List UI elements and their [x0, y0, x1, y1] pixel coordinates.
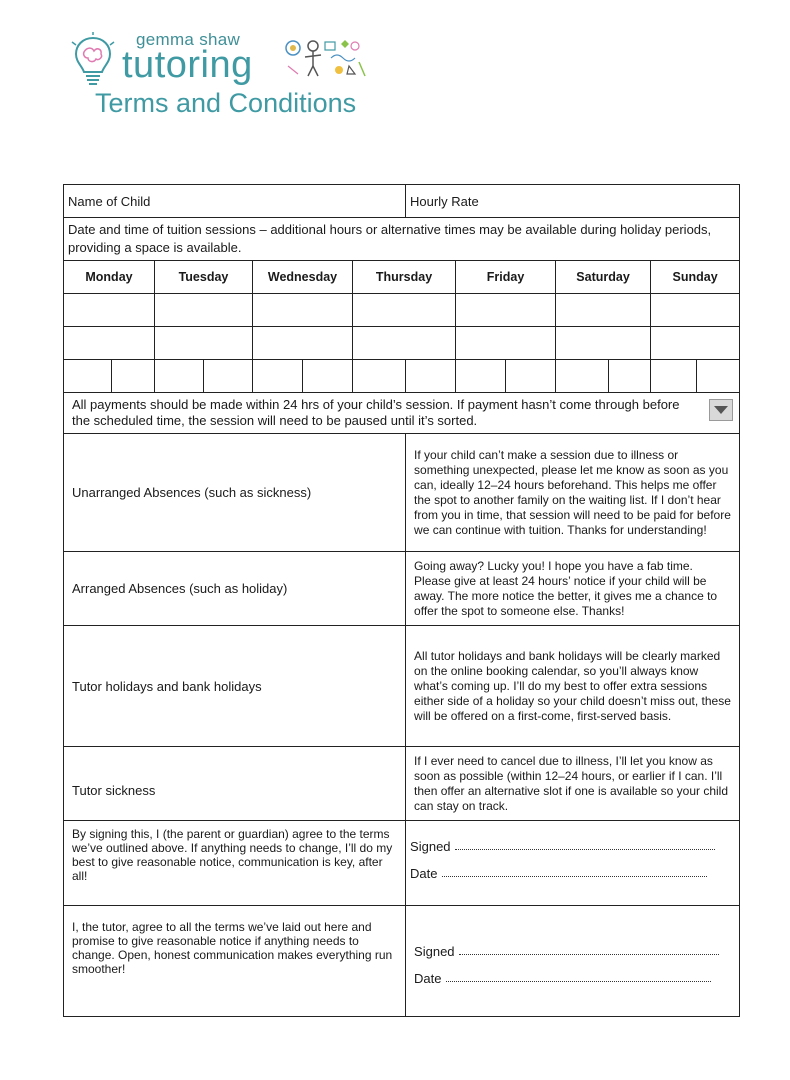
time-cell[interactable]: [651, 360, 697, 393]
schedule-cell[interactable]: [456, 294, 556, 327]
schedule-cell[interactable]: [155, 294, 253, 327]
payment-terms-text: All payments should be made within 24 hrs of your child’s session. If payment hasn’t come through before the scheduled time, the session will need to be paused until it’s sorted.: [72, 397, 680, 428]
day-header-friday: Friday: [456, 261, 556, 294]
payment-terms: [64, 393, 740, 434]
brand-name-large: tutoring: [122, 44, 253, 86]
schedule-time-row: [64, 360, 740, 393]
day-header-saturday: Saturday: [556, 261, 651, 294]
time-cell[interactable]: [697, 360, 740, 393]
tutor-date-label: Date: [414, 971, 442, 986]
session-dates-note: [64, 218, 740, 261]
name-of-child-field[interactable]: [64, 185, 406, 218]
page-title: Terms and Conditions: [95, 88, 357, 118]
time-cell[interactable]: [253, 360, 303, 393]
parent-signed-label: Signed: [410, 839, 451, 854]
day-header-sunday: Sunday: [651, 261, 740, 294]
time-cell[interactable]: [112, 360, 155, 393]
parent-signed-field[interactable]: [410, 827, 735, 854]
lightbulb-icon: [70, 32, 116, 92]
signature-line: [455, 839, 715, 850]
schedule-cell[interactable]: [651, 294, 740, 327]
day-header-thursday: Thursday: [353, 261, 456, 294]
tutor-signed-label: Signed: [414, 944, 455, 959]
schedule-cell[interactable]: [253, 327, 353, 360]
session-dates-text: Date and time of tuition sessions – additional hours or alternative times may be available during holiday periods, providing a space is available.: [68, 222, 712, 255]
time-cell[interactable]: [64, 360, 112, 393]
term-description: If your child can’t make a session due to illness or something unexpected, please let me know as soon as you can, ideally 12–24 hours beforehand. This helps me offer the spot to another family on the waiting list. If I don’t hear from you in time, that session will need to be paid for before we can continue with tuition. Thanks for understanding!: [406, 434, 740, 552]
schedule-cell[interactable]: [456, 327, 556, 360]
hourly-rate-field[interactable]: [406, 185, 740, 218]
term-description: All tutor holidays and bank holidays will be clearly marked on the online booking calendar, so you’ll always know what’s coming up. I’ll do my best to offer extra sessions either side of a holiday so your child doesn’t miss out, these will be offered on a first-come, first-served basis.: [406, 626, 740, 747]
schedule-cell[interactable]: [253, 294, 353, 327]
schedule-cell[interactable]: [556, 327, 651, 360]
date-line: [446, 971, 711, 982]
tutor-signature-block: [406, 906, 740, 1017]
parent-date-label: Date: [410, 866, 438, 881]
term-label: Tutor holidays and bank holidays: [64, 626, 406, 747]
time-cell[interactable]: [155, 360, 204, 393]
schedule-cell[interactable]: [64, 294, 155, 327]
schedule-cell[interactable]: [651, 327, 740, 360]
schedule-cell[interactable]: [64, 327, 155, 360]
schedule-cell[interactable]: [353, 294, 456, 327]
time-cell[interactable]: [204, 360, 253, 393]
hourly-rate-label: Hourly Rate: [410, 193, 479, 209]
signature-line: [459, 944, 719, 955]
time-cell[interactable]: [556, 360, 609, 393]
time-cell[interactable]: [303, 360, 353, 393]
tutor-agreement-text: I, the tutor, agree to all the terms we’ve laid out here and promise to give reasonable notice if anything needs to change. Open, honest communication makes everything run smoother!: [64, 906, 406, 1017]
term-label: Unarranged Absences (such as sickness): [64, 434, 406, 552]
time-cell[interactable]: [506, 360, 556, 393]
time-cell[interactable]: [406, 360, 456, 393]
brand-name-small: gemma shaw: [136, 30, 241, 49]
time-cell[interactable]: [456, 360, 506, 393]
term-description: If I ever need to cancel due to illness, I’ll let you know as soon as possible (within 12–24 hours, or earlier if I can. I’ll then offer an alternative slot if one is available so your child can stay on track.: [406, 747, 740, 821]
day-header-tuesday: Tuesday: [155, 261, 253, 294]
time-cell[interactable]: [353, 360, 406, 393]
day-header-wednesday: Wednesday: [253, 261, 353, 294]
chevron-down-icon: [714, 406, 728, 414]
time-cell[interactable]: [609, 360, 651, 393]
parent-agreement-text: By signing this, I (the parent or guardian) agree to the terms we’ve outlined above. If anything needs to change, I’ll do my best to give reasonable notice, communication is key, after all!: [64, 821, 406, 906]
schedule-cell[interactable]: [155, 327, 253, 360]
schedule-row: [64, 294, 740, 327]
tutor-date-field[interactable]: [414, 959, 735, 986]
terms-form: [63, 184, 739, 1017]
payment-dropdown-button[interactable]: [709, 399, 733, 421]
name-of-child-label: Name of Child: [68, 193, 151, 209]
parent-date-field[interactable]: [410, 854, 735, 881]
term-label: Tutor sickness: [64, 747, 406, 821]
date-line: [442, 866, 707, 877]
term-description: Going away? Lucky you! I hope you have a fab time. Please give at least 24 hours’ notice if your child will be away. The more notice the better, it gives me a chance to offer the spot to someone else. Thanks!: [406, 552, 740, 626]
parent-signature-block: [406, 821, 740, 906]
term-label: Arranged Absences (such as holiday): [64, 552, 406, 626]
schedule-cell[interactable]: [353, 327, 456, 360]
tutor-signed-field[interactable]: [414, 932, 735, 959]
schedule-cell[interactable]: [556, 294, 651, 327]
day-header-monday: Monday: [64, 261, 155, 294]
doodle-illustration-icon: [283, 36, 368, 81]
schedule-row: [64, 327, 740, 360]
